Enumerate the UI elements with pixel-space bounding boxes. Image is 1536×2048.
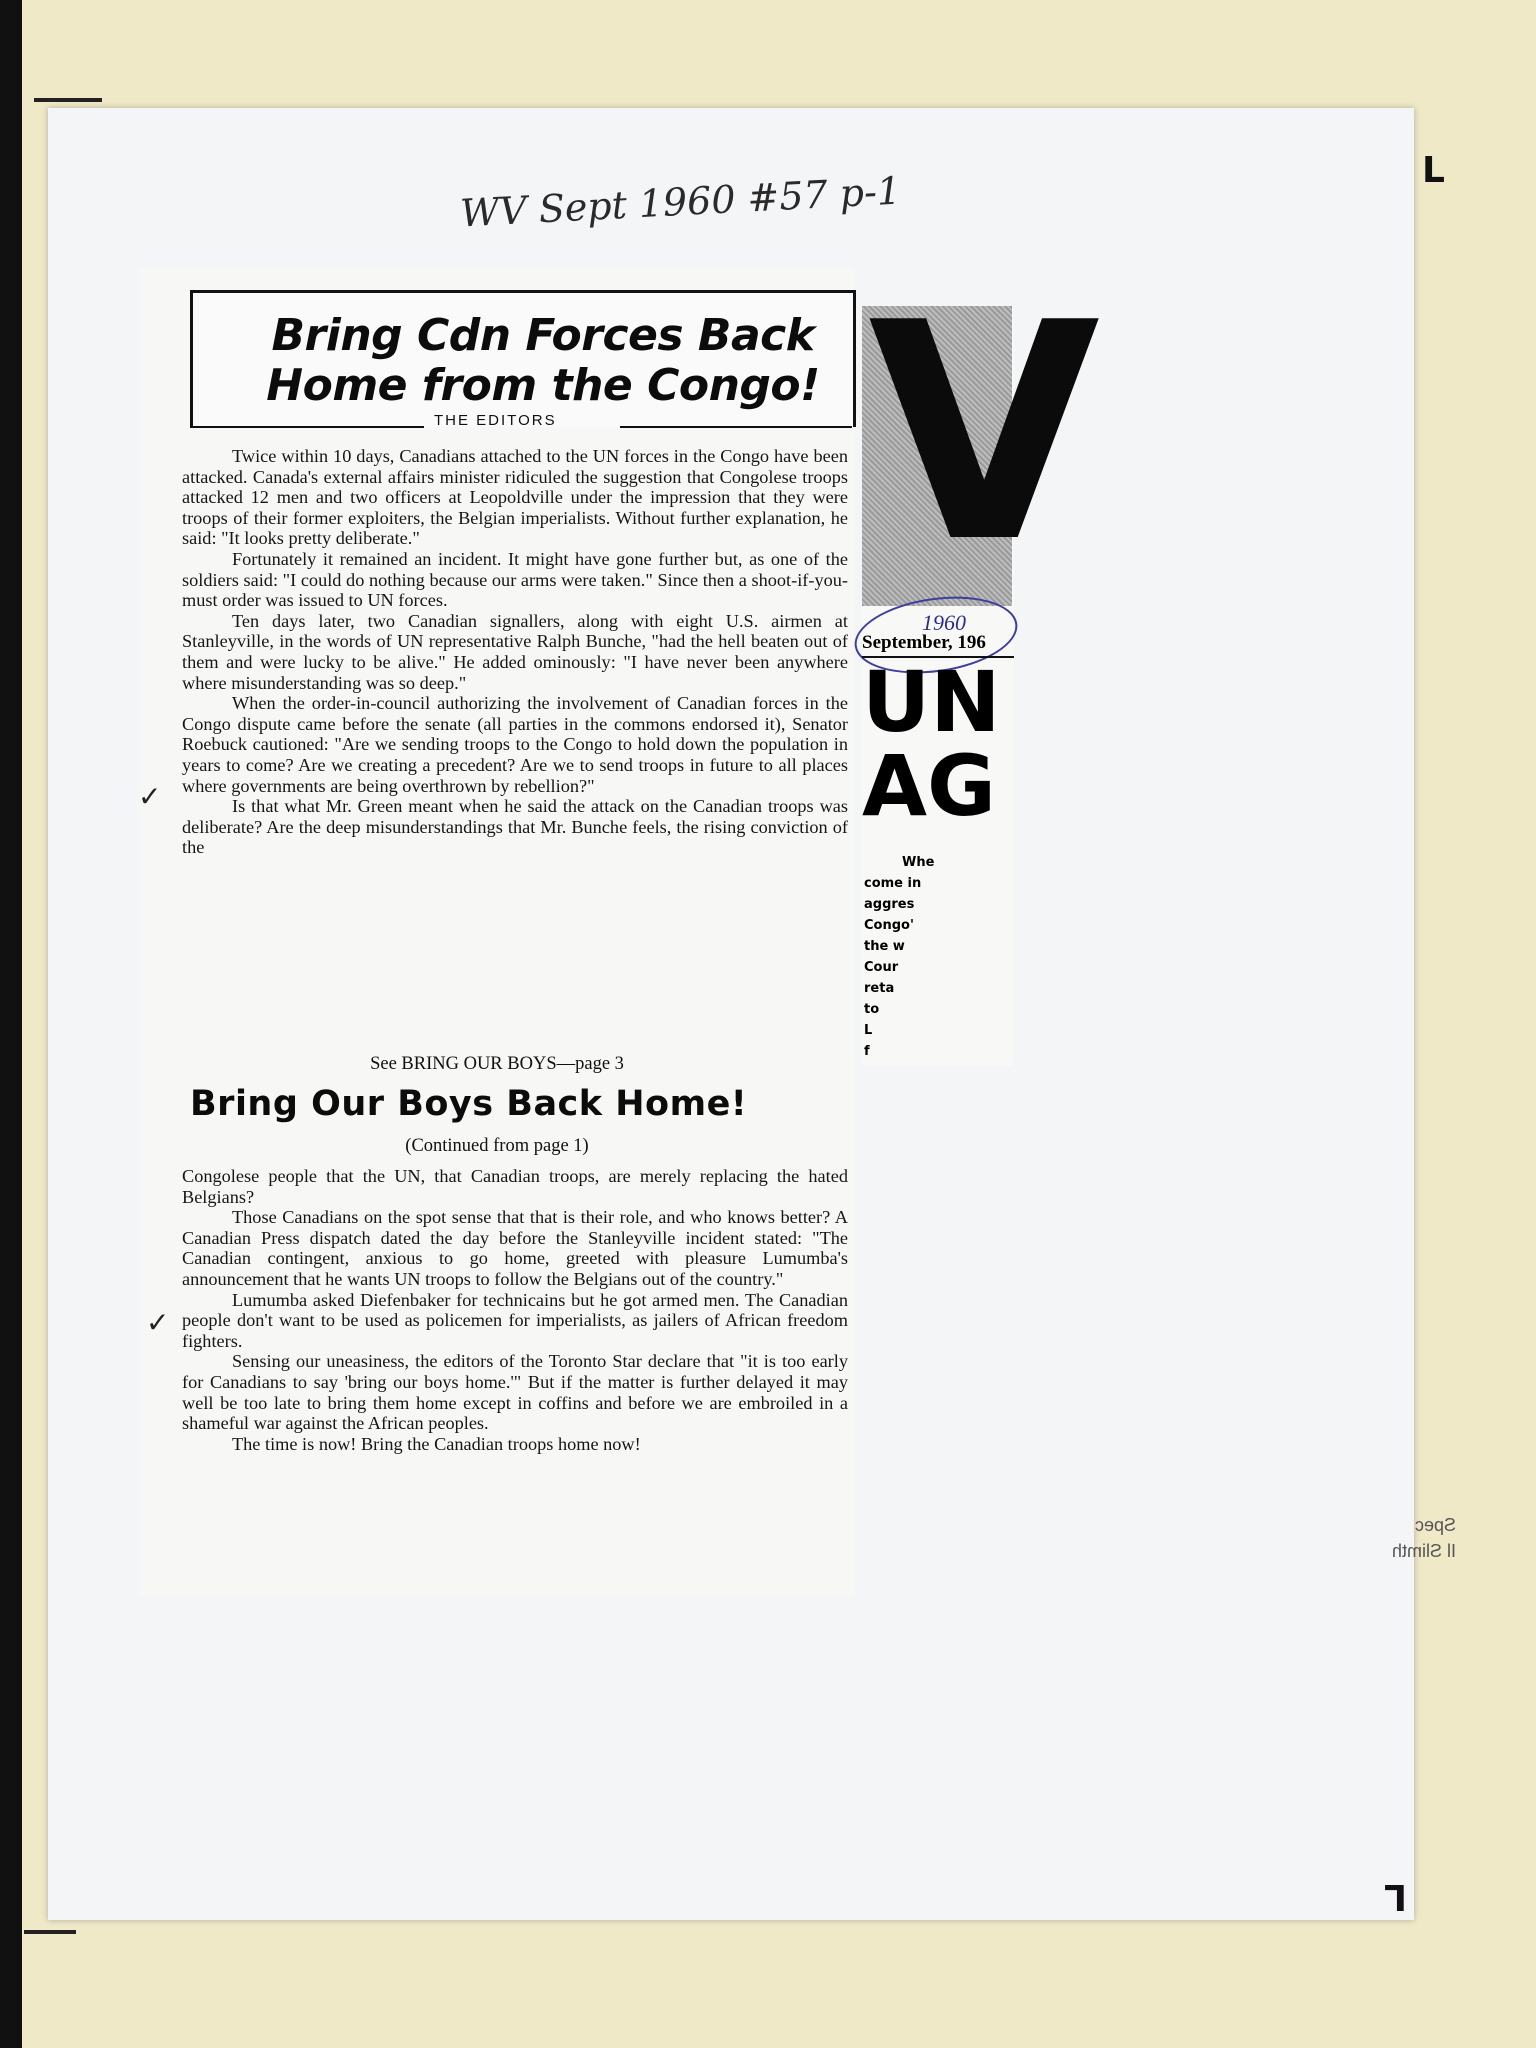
corner-mark (24, 1930, 76, 1934)
handwritten-year: 1960 (922, 610, 966, 635)
continuation-subhead: (Continued from page 1) (405, 1136, 589, 1156)
issue-date: September, 196 (862, 632, 1014, 658)
byline-rule (190, 426, 424, 428)
margin-mark-top: L (1422, 150, 1445, 191)
masthead-logo (862, 259, 1101, 608)
pen-tick-mark: ✓ (138, 782, 162, 813)
left-edge-shadow (0, 0, 22, 2048)
article-paragraph: Twice within 10 days, Canadians attached to the UN forces in the Congo have been attacked. Canada's external affairs minister ridiculed the suggestion that Congolese troops attacked 12 men and two officers at Leopoldville under the impression that they were troops of their former exploiters, the Belgian imperialists. Without further explanation, he said: "It looks pretty deliberate." (182, 446, 848, 549)
article-clipping (140, 268, 854, 1596)
masthead-letter: V (868, 259, 1101, 608)
fragment-line: L (864, 1023, 873, 1038)
pen-tick-mark: ✓ (146, 1308, 170, 1339)
article-headline: Bring Cdn Forces Back Home from the Congo! (266, 310, 820, 411)
continuation-paragraph: Those Canadians on the spot sense that that is their role, and who knows better? A Canadian Press dispatch dated the day before the Stanleyville incident stated: "The Canadian contingent, anxious to go home, greeted with pleasure Lumumba's announcement that he wants UN troops to follow the Belgians out of the country." (182, 1207, 848, 1289)
article-paragraph: When the order-in-council authorizing the involvement of Canadian forces in the Congo dispute came before the senate (all parties in the commons endorsed it), Senator Roebuck cautioned: "Are we sending troops to the Congo to hold down the population in years to come? Are we creating a precedent? Are we to send troops in future to all places where governments are being overthrown by rebellion?" (182, 693, 848, 796)
fragment-line: Whe (902, 855, 935, 870)
continuation-body (182, 1166, 848, 1454)
headline-box (190, 290, 856, 427)
fragment-headline-2: AG (862, 737, 996, 835)
article-paragraph: Fortunately it remained an incident. It might have gone further but, as one of the soldiers said: "I could do nothing because our arms were taken." Since then a shoot-if-you-must order was issued to UN forces. (182, 548, 848, 611)
article-byline: THE EDITORS (434, 412, 557, 429)
mirrored-line: Spec (1414, 1515, 1457, 1535)
byline-rule (620, 426, 852, 428)
mirrored-line: Il Slimth (1392, 1541, 1457, 1561)
fragment-line: aggres (864, 897, 915, 912)
fragment-line: come in (864, 876, 922, 891)
continuation-paragraph: Sensing our uneasiness, the editors of the Toronto Star declare that "it is too early for Canadians to say 'bring our boys home.'" But if the matter is further delayed it may well be too late to bring them home except in coffins and before we are embroiled in a shameful war against the African peoples. (182, 1351, 848, 1434)
fragment-line: Cour (864, 960, 899, 975)
continuation-paragraph: Lumumba asked Diefenbaker for technicains but he got armed men. The Canadian people don't want to be used as policemen for imperialists, as jailers of African freedom fighters. (182, 1289, 848, 1351)
continuation-headline: Bring Our Boys Back Home! (190, 1084, 748, 1124)
margin-mark-bottom: L (1384, 1876, 1407, 1917)
corner-mark (34, 98, 102, 102)
continuation-paragraph: The time is now! Bring the Canadian troops home now! (232, 1433, 641, 1454)
masthead-clipping (862, 259, 1101, 1066)
article-paragraph: Is that what Mr. Green meant when he said the attack on the Canadian troops was deliberate? Are the deep misunderstandings that Mr. Bunche feels, the rising conviction of the (182, 796, 848, 858)
show-through-text (1392, 1512, 1456, 1564)
fragment-line: Congo' (864, 918, 914, 933)
fragment-headline-1: UN (862, 653, 1001, 751)
article-paragraph: Ten days later, two Canadian signallers, along with eight U.S. airmen at Stanleyville, in the words of UN representative Ralph Bunche, "had the hell beaten out of them and were lucky to be alive." He added ominously: "I have never been anywhere where misunderstanding was so deep." (182, 610, 848, 693)
continuation-reference: See BRING OUR BOYS—page 3 (370, 1054, 624, 1074)
fragment-line: the w (864, 939, 905, 954)
fragment-line: f (864, 1044, 870, 1059)
fragment-line: reta (864, 981, 895, 996)
fragment-body (864, 852, 934, 1062)
handwritten-note: WV Sept 1960 #57 p-1 (459, 168, 903, 236)
continuation-paragraph: Congolese people that the UN, that Canadian troops, are merely replacing the hated Belgians? (182, 1166, 848, 1207)
article-body (182, 446, 848, 858)
fragment-line: to (864, 1002, 880, 1017)
